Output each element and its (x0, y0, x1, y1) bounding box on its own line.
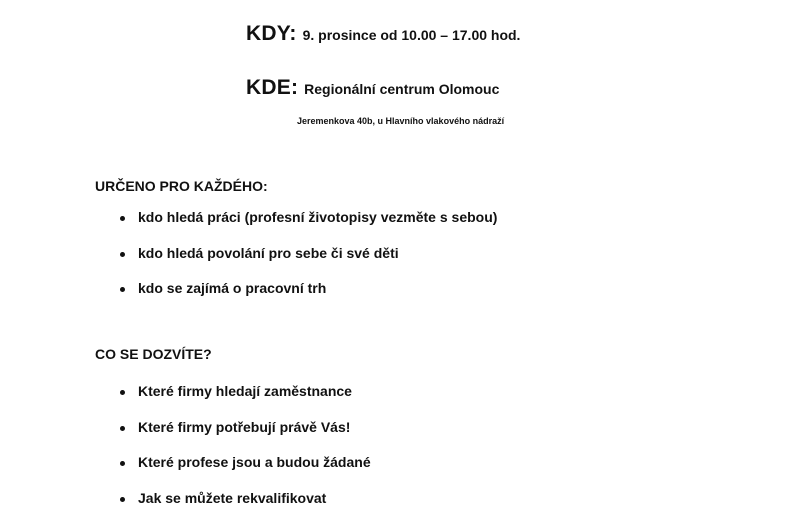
bullet-icon (120, 252, 125, 257)
list-item (120, 490, 371, 526)
bullet-icon (120, 461, 125, 466)
learn-list (120, 383, 371, 525)
where-value: Regionální centrum Olomouc (304, 81, 500, 97)
section-heading-learn: CO SE DOZVÍTE? (95, 346, 212, 362)
list-item (120, 245, 497, 281)
address-line: Jeremenkova 40b, u Hlavního vlakového nádraží (297, 116, 505, 126)
when-line (246, 22, 520, 46)
list-item-text: Které firmy potřebují právě Vás! (138, 418, 351, 435)
list-item-text: Které firmy hledají zaměstnance (138, 383, 352, 399)
bullet-icon (120, 426, 125, 431)
list-item (120, 280, 497, 316)
bullet-icon (120, 390, 125, 395)
when-label: KDY: (246, 22, 297, 45)
bullet-icon (120, 287, 125, 292)
bullet-icon (120, 497, 125, 502)
when-value: 9. prosince od 10.00 – 17.00 hod. (302, 27, 521, 43)
list-item-text: kdo se zajímá o pracovní trh (138, 280, 327, 296)
list-item (120, 454, 371, 490)
list-item-text: Jak se můžete rekvalifikovat (138, 489, 327, 506)
list-item (120, 383, 371, 419)
list-item (120, 419, 371, 455)
list-item-text: kdo hledá povolání pro sebe či své děti (138, 244, 399, 261)
bullet-icon (120, 216, 125, 221)
audience-list (120, 209, 497, 316)
section-heading-audience: URČENO PRO KAŽDÉHO: (95, 178, 268, 194)
where-line (246, 76, 499, 100)
list-item (120, 209, 497, 245)
where-label: KDE: (246, 76, 299, 99)
list-item-text: kdo hledá práci (profesní životopisy vezměte s sebou) (138, 209, 498, 225)
list-item-text: Které profese jsou a budou žádané (138, 454, 371, 470)
